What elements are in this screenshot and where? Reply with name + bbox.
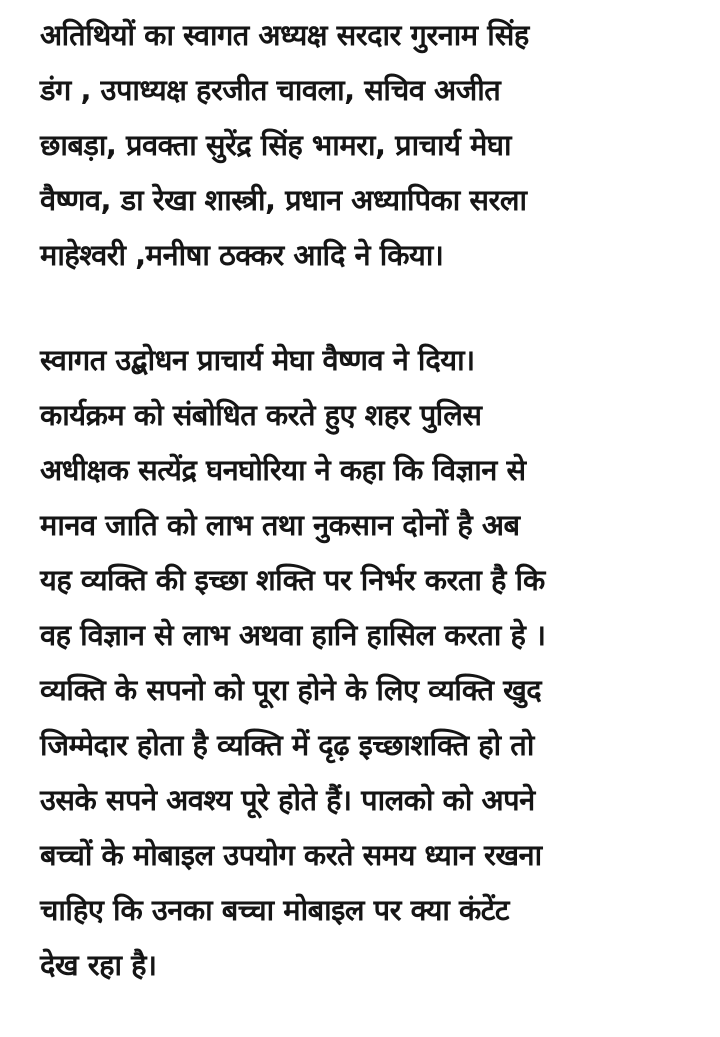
text-line: डंग , उपाध्यक्ष हरजीत चावला, सचिव अजीत xyxy=(40,73,501,107)
paragraph-1 xyxy=(40,8,700,283)
text-line: उसके सपने अवश्य पूरे होते हैं। पालको को अपने xyxy=(40,783,535,817)
text-line: देख रहा है। xyxy=(40,948,157,982)
text-line: व्यक्ति के सपनो को पूरा होने के लिए व्यक्ति खुद xyxy=(40,673,542,707)
text-line: वह विज्ञान से लाभ अथवा हानि हासिल करता हे । xyxy=(40,618,546,652)
text-line: वैष्णव, डा रेखा शास्त्री, प्रधान अध्यापिका सरला xyxy=(40,183,527,217)
text-line: माहेश्वरी ,मनीषा ठक्कर आदि ने किया। xyxy=(40,238,444,272)
paragraph-gap xyxy=(40,283,700,333)
text-line: जिम्मेदार होता है व्यक्ति में दृढ़ इच्छाशक्ति हो तो xyxy=(40,728,534,762)
text-line: छाबड़ा, प्रवक्ता सुरेंद्र सिंह भामरा, प्राचार्य मेघा xyxy=(40,128,511,162)
text-line: यह व्यक्ति की इच्छा शक्ति पर निर्भर करता है कि xyxy=(40,563,545,597)
article-text xyxy=(40,8,700,993)
text-line: अधीक्षक सत्येंद्र घनघोरिया ने कहा कि विज्ञान से xyxy=(40,453,526,487)
text-line: कार्यक्रम को संबोधित करते हुए शहर पुलिस xyxy=(40,398,482,432)
paragraph-2 xyxy=(40,333,700,993)
text-line: बच्चों के मोबाइल उपयोग करते समय ध्यान रखना xyxy=(40,838,542,872)
text-line: अतिथियों का स्वागत अध्यक्ष सरदार गुरनाम सिंह xyxy=(40,18,529,52)
text-line: चाहिए कि उनका बच्चा मोबाइल पर क्या कंटेंट xyxy=(40,893,510,927)
text-line: मानव जाति को लाभ तथा नुकसान दोनों है अब xyxy=(40,508,520,542)
text-line: स्वागत उद्बोधन प्राचार्य मेघा वैष्णव ने दिया। xyxy=(40,343,475,377)
